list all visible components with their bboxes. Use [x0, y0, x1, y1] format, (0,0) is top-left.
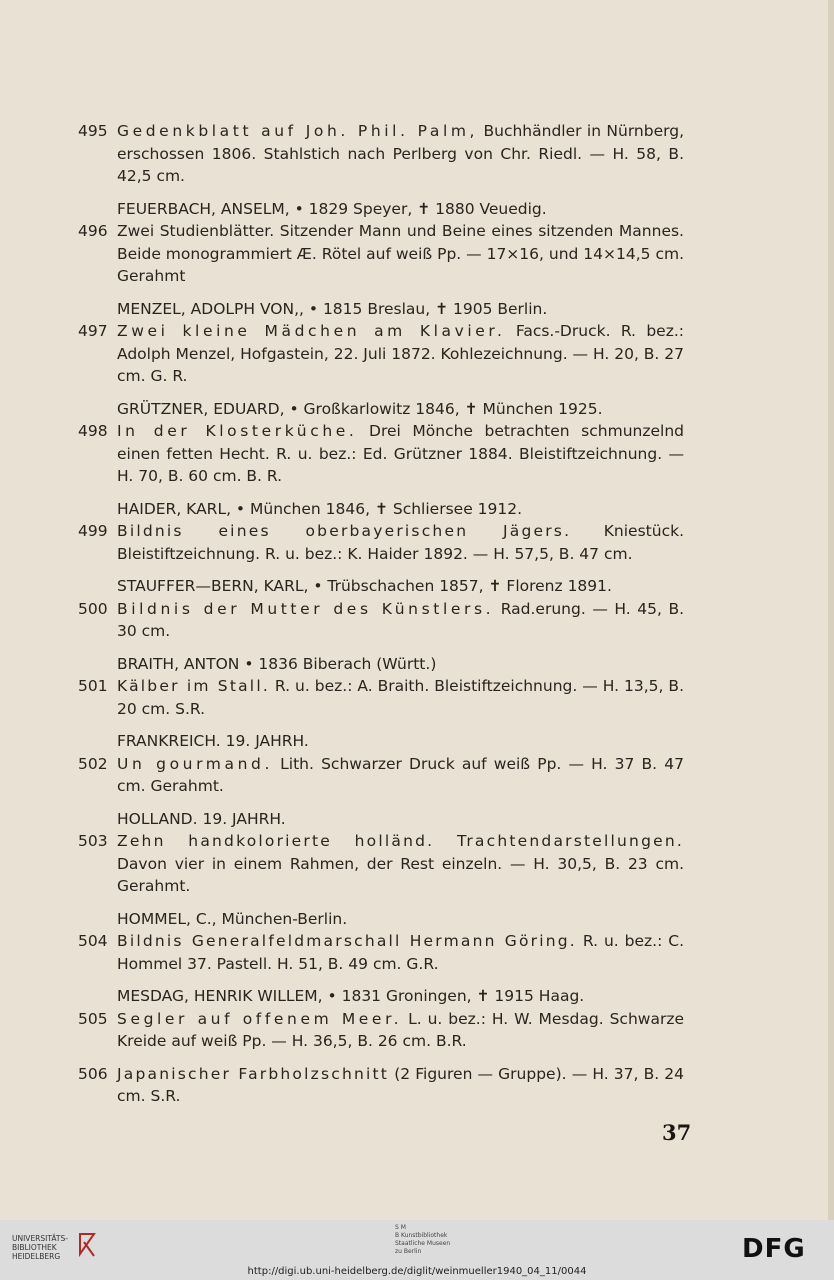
lot-description: L. u. bez.: H. W. Mesdag. Schwarze Kreide auf weiß Pp. — H. 36,5, B. 26 cm. B.R.	[117, 1009, 684, 1050]
lot-title: Bildnis der Mutter des Künstlers.	[117, 599, 495, 618]
lot-description: R. u. bez.: C. Hommel 37. Pastell. H. 51, B. 49 cm. G.R.	[117, 932, 684, 973]
lot-title: Zehn handkolorierte holländ. Trachtendarstellungen.	[117, 832, 684, 850]
artist-header: GRÜTZNER, EDUARD, • Großkarlowitz 1846, ✝ München 1925.	[117, 399, 603, 418]
lot-number: 500	[78, 599, 108, 618]
lot-description: Drei Mönche betrachten schmunzelnd einen fetten Hecht. R. u. bez.: Ed. Grützner 1884. Bleistiftzeichnung. — H. 70, B. 60 cm. B. R.	[117, 422, 684, 485]
lot-title: Zwei kleine Mädchen am Klavier.	[117, 322, 506, 340]
lot-title: Bildnis eines oberbayerischen Jägers.	[117, 522, 572, 540]
lot-number: 503	[78, 832, 108, 850]
catalog-entry	[78, 120, 684, 188]
lot-number: 495	[78, 122, 108, 140]
catalog-entry	[78, 1063, 684, 1108]
university-library-logo: UNIVERSITÄTS- BIBLIOTHEK HEIDELBERG	[12, 1234, 68, 1261]
lot-description: Facs.-Druck. R. bez.: Adolph Menzel, Hofgastein, 22. Juli 1872. Kohlezeichnung. — H. 20, B. 27 cm. G. R.	[117, 322, 685, 385]
catalog-entry	[78, 753, 684, 798]
artist-header: FEUERBACH, ANSELM, • 1829 Speyer, ✝ 1880 Veuedig.	[117, 199, 547, 218]
lot-description: R. u. bez.: A. Braith. Bleistiftzeichnung. — H. 13,5, B. 20 cm. S.R.	[117, 677, 684, 718]
lot-description: Rad.erung. — H. 45, B. 30 cm.	[117, 599, 685, 640]
lot-title: Segler auf offenem Meer.	[117, 1009, 403, 1028]
lot-title: Japanischer Farbholzschnitt	[117, 1064, 390, 1083]
lot-number: 502	[78, 754, 108, 773]
artist-header: BRAITH, ANTON • 1836 Biberach (Württ.)	[117, 654, 437, 673]
lot-description: Sitzender Mann und Beine eines sitzenden Mannes. Beide monogrammiert Æ. Rötel auf weiß Pp. — 17×16, und 14×14,5 cm. Gerahmt	[117, 222, 684, 285]
lot-description: Kniestück. Bleistiftzeichnung. R. u. bez.: K. Haider 1892. — H. 57,5, B. 47 cm.	[117, 522, 684, 563]
artist-header: HOMMEL, C., München-Berlin.	[117, 909, 348, 928]
lot-number: 496	[78, 222, 108, 240]
catalog-entry	[78, 520, 684, 565]
artist-header: HOLLAND. 19. JAHRH.	[117, 809, 286, 828]
lot-description: Davon vier in einem Rahmen, der Rest einzeln. — H. 30,5, B. 23 cm. Gerahmt.	[117, 854, 684, 895]
page-number: 37	[662, 1120, 692, 1145]
catalog-entry	[78, 1008, 684, 1053]
artist-header: HAIDER, KARL, • München 1846, ✝ Schliersee 1912.	[117, 499, 523, 518]
catalog-entry	[78, 930, 684, 975]
lot-number: 499	[78, 522, 108, 540]
lot-description: Lith. Schwarzer Druck auf weiß Pp. — H. 37 B. 47 cm. Gerahmt.	[117, 754, 684, 795]
dfg-logo: DFG	[742, 1234, 806, 1264]
lot-number: 504	[78, 932, 108, 950]
catalog-entry	[78, 420, 684, 488]
lot-title: Bildnis Generalfeldmarschall Hermann Göring.	[117, 932, 577, 950]
lot-number: 498	[78, 422, 108, 440]
lot-title: Gedenkblatt auf Joh. Phil. Palm,	[117, 122, 479, 140]
lot-number: 501	[78, 677, 108, 695]
lot-title: Kälber im Stall.	[117, 677, 270, 695]
lot-number: 506	[78, 1064, 108, 1083]
lot-number: 497	[78, 322, 108, 340]
lot-number: 505	[78, 1009, 108, 1028]
source-url[interactable]: http://digi.ub.uni-heidelberg.de/diglit/weinmueller1940_04_11/0044	[247, 1266, 587, 1277]
lot-description: (2 Figuren — Gruppe). — H. 37, B. 24 cm. S.R.	[117, 1064, 684, 1105]
catalog-entry	[78, 220, 684, 288]
catalog-entry	[78, 598, 684, 643]
lot-title: Un gourmand.	[117, 754, 273, 773]
university-seal-icon	[76, 1230, 98, 1258]
kunstbibliothek-logo: S M B Kunstbibliothek Staatliche Museen zu Berlin	[395, 1224, 451, 1255]
catalog-entries	[78, 120, 684, 1108]
lot-description: Buchhändler in Nürnberg, erschossen 1806. Stahlstich nach Perlberg von Chr. Riedl. — H. 58, B. 42,5 cm.	[117, 122, 684, 185]
lot-title: Zwei Studienblätter.	[117, 222, 275, 240]
artist-header: FRANKREICH. 19. JAHRH.	[117, 732, 309, 750]
lot-title: In der Klosterküche.	[117, 422, 358, 440]
artist-header: MENZEL, ADOLPH VON,, • 1815 Breslau, ✝ 1905 Berlin.	[117, 299, 548, 318]
catalog-entry	[78, 830, 684, 898]
catalog-entry	[78, 320, 684, 388]
artist-header: MESDAG, HENRIK WILLEM, • 1831 Groningen, ✝ 1915 Haag.	[117, 987, 585, 1005]
digitization-footer	[0, 1220, 834, 1280]
artist-header: STAUFFER—BERN, KARL, • Trübschachen 1857, ✝ Florenz 1891.	[117, 577, 612, 595]
catalog-entry	[78, 675, 684, 720]
